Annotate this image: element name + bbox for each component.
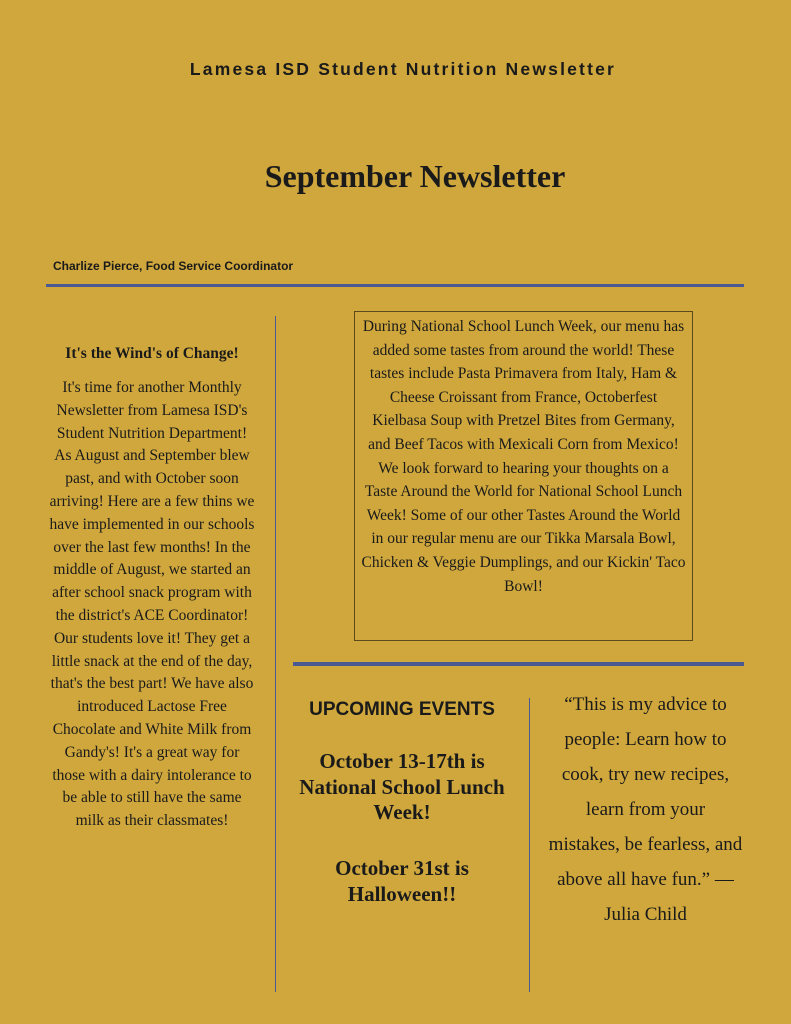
middle-divider — [293, 662, 744, 666]
left-article-heading: It's the Wind's of Change! — [65, 345, 239, 362]
left-article-body: It's time for another Monthly Newsletter from Lamesa ISD's Student Nutrition Department! As August and September blew past, and with October soon arriving! Here are a few thins we have implemented in our schools over the last few months! In the middle of August, we started an after school snack program with the district's ACE Coordinator! Our students love it! They get a little snack at the end of the day, that's the best part! We have also introduced Lactose Free Chocolate and White Milk from Gandy's! It's a great way for those with a dairy intolerance to be able to still have the same milk as their classmates! — [49, 379, 255, 830]
lunch-week-article-box — [354, 311, 693, 641]
left-article — [47, 343, 257, 833]
byline: Charlize Pierce, Food Service Coordinator — [53, 259, 294, 273]
page-title: September Newsletter — [264, 158, 566, 194]
top-divider — [46, 284, 744, 287]
event-item: October 13-17th is National School Lunch Week! — [299, 749, 505, 824]
lunch-week-article-body: During National School Lunch Week, our menu has added some tastes from around the world! These tastes include Pasta Primavera from Italy, Ham & Cheese Croissant from France, Octoberfest Kielbasa Soup with Pretzel Bites from Germany, and Beef Tacos with Mexicali Corn from Mexico! We look forward to hearing your thoughts on a Taste Around the World for National School Lunch Week! Some of our other Tastes Around the World in our regular menu are our Tikka Marsala Bowl, Chicken & Veggie Dumplings, and our Kickin' Taco Bowl! — [361, 318, 686, 595]
left-column-divider — [275, 316, 276, 992]
events-heading: UPCOMING EVENTS — [309, 699, 495, 720]
events-quote-divider — [529, 698, 530, 992]
julia-child-quote: “This is my advice to people: Learn how to cook, try new recipes, learn from your mistakes, be fearless, and above all have fun.” — Julia Child — [548, 694, 743, 925]
event-item: October 31st is Halloween!! — [335, 856, 469, 906]
organization-title: Lamesa ISD Student Nutrition Newsletter — [189, 59, 617, 79]
